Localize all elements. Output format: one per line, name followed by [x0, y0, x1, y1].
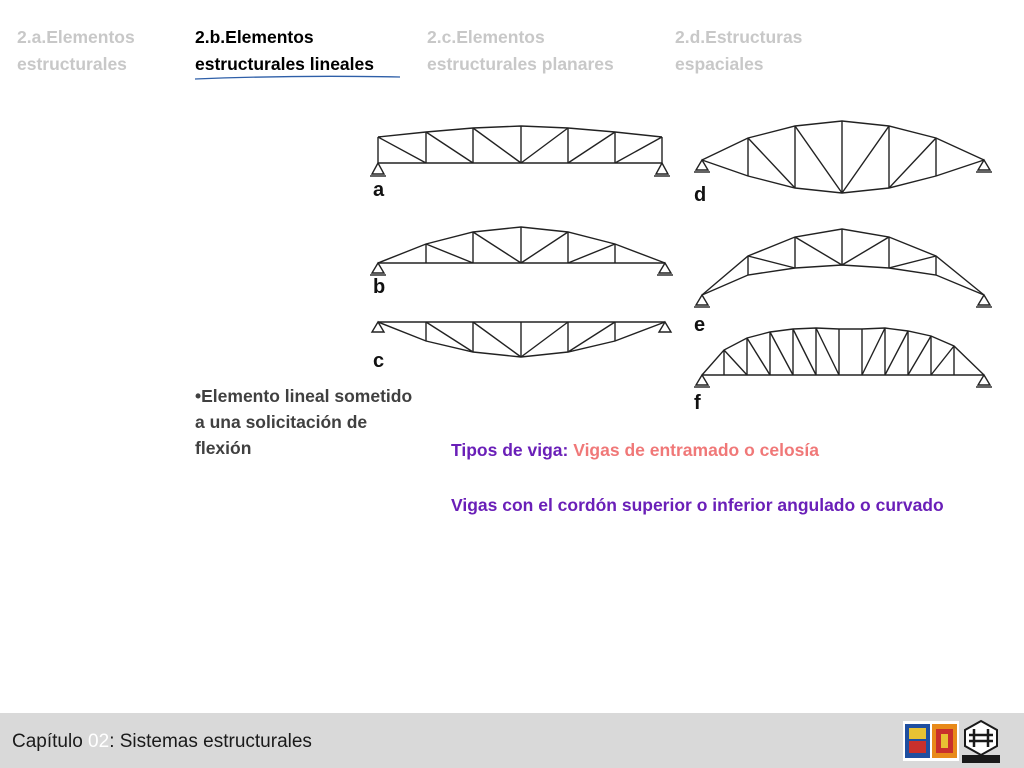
types-label: Tipos de viga:: [451, 440, 569, 460]
truss-b: [370, 227, 673, 275]
types-value: Vigas de entramado o celosía: [573, 440, 819, 460]
ilafa-logo-icon: [962, 719, 1000, 763]
university-logo-icon: [903, 721, 959, 761]
truss-label-e: e: [694, 314, 706, 336]
nav-tab-elementos-planares[interactable]: 2.c.Elementos estructurales planares: [427, 27, 614, 74]
subtitle-text: Vigas con el cordón superior o inferior angulado o curvado: [451, 495, 944, 515]
truss-types-figure: [360, 110, 1005, 420]
bullet-text: •Elemento lineal sometido a una solicitación de flexión: [195, 386, 413, 458]
truss-a: [370, 126, 670, 176]
types-line: [451, 440, 819, 461]
footer-bar: [0, 713, 1024, 768]
truss-label-d: d: [694, 184, 707, 206]
nav-tab-estructuras-espaciales[interactable]: 2.d.Estructuras espaciales: [675, 27, 803, 74]
truss-label-a: a: [373, 179, 385, 201]
truss-label-b: b: [373, 276, 386, 298]
truss-d: [694, 121, 992, 193]
chapter-prefix: Capítulo: [12, 731, 89, 752]
nav-tab-elementos-lineales[interactable]: 2.b.Elementos estructurales lineales: [195, 27, 374, 74]
truss-label-f: f: [694, 392, 701, 414]
nav-tab-elementos-estructurales[interactable]: 2.a.Elementos estructurales: [17, 27, 135, 74]
truss-c: [372, 322, 671, 357]
active-tab-underline: [194, 74, 404, 82]
truss-f: [694, 328, 992, 387]
footer-chapter: [12, 731, 312, 753]
chapter-number: 02: [88, 731, 110, 752]
truss-label-c: c: [373, 350, 385, 372]
truss-e: [694, 229, 992, 307]
chapter-title: : Sistemas estructurales: [109, 731, 312, 752]
